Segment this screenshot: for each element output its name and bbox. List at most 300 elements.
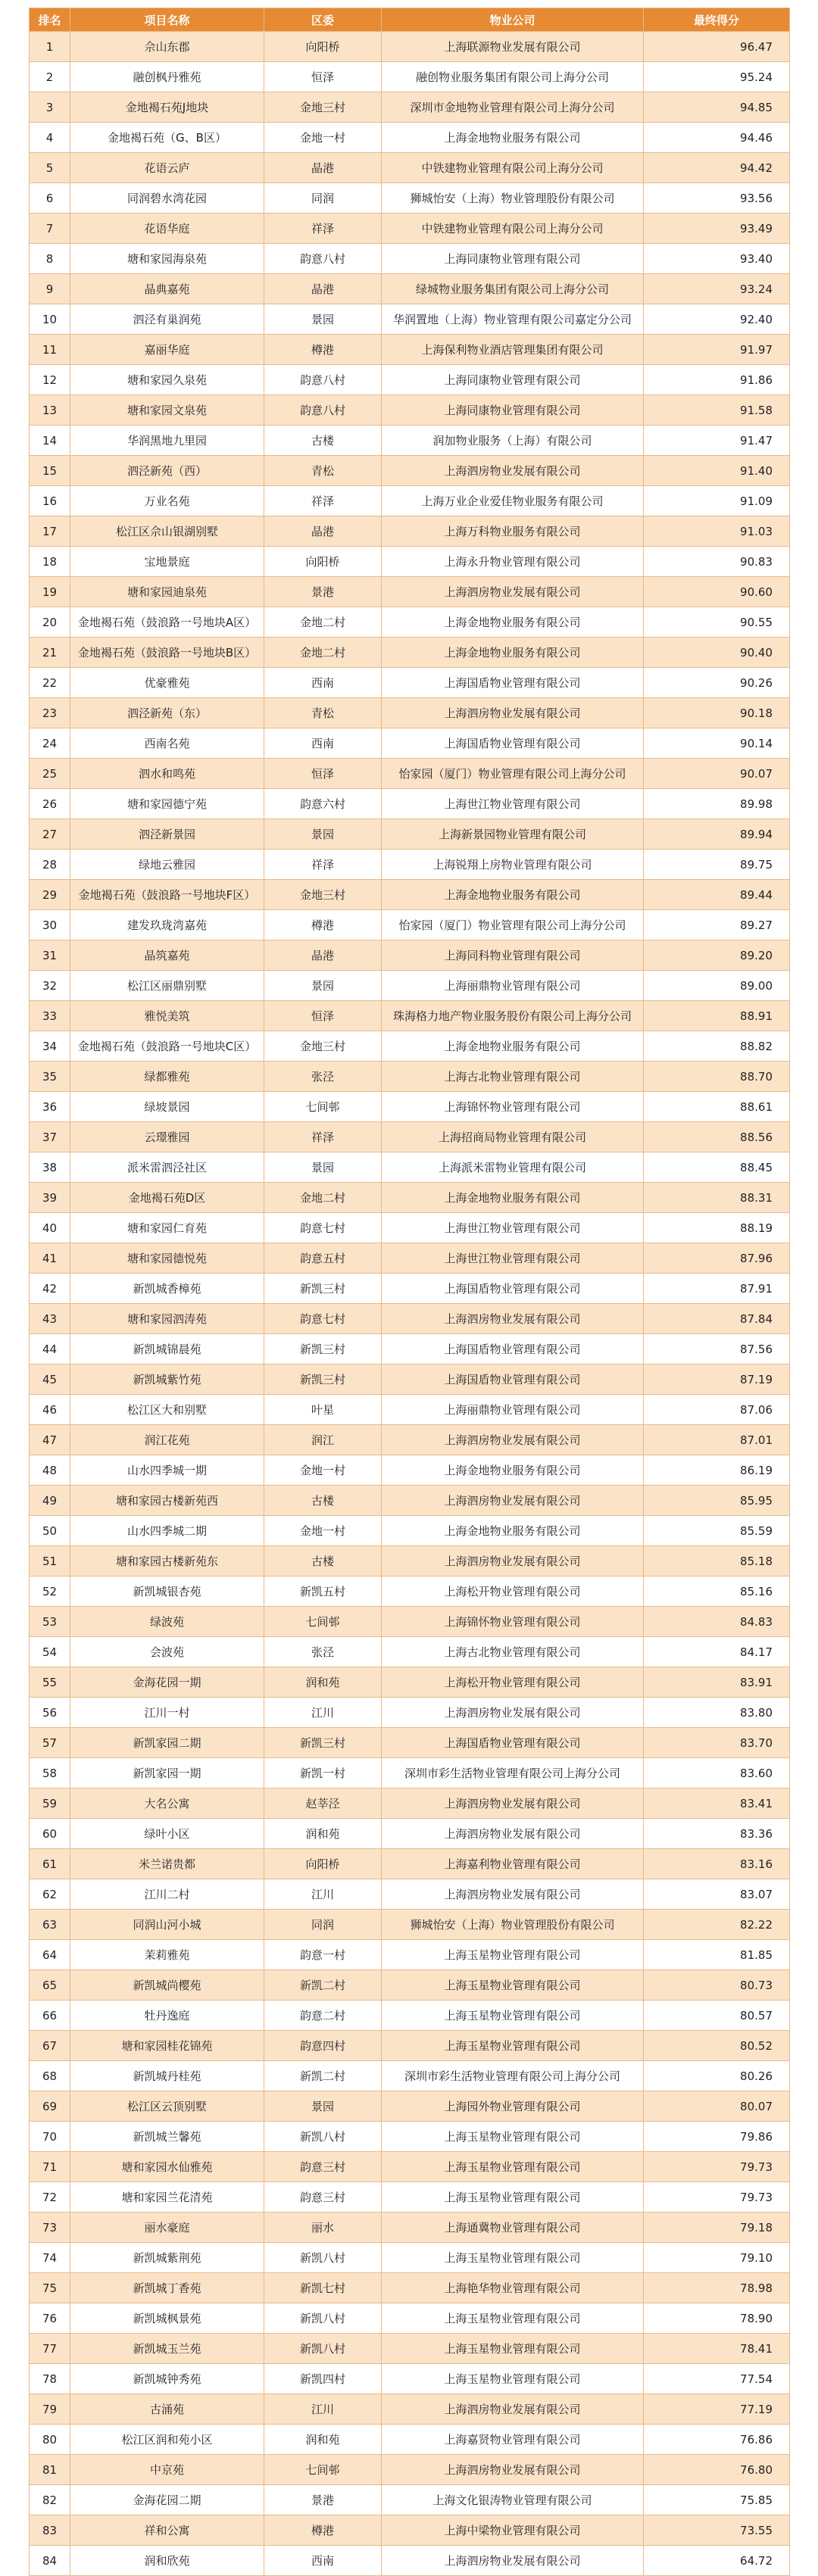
- district-cell: 新凯三村: [264, 1334, 382, 1364]
- score-cell: 90.26: [644, 668, 790, 698]
- project-name-cell: 牡丹逸庭: [70, 2001, 264, 2031]
- property-company-cell: 上海松开物业管理有限公司: [382, 1576, 644, 1607]
- score-cell: 79.73: [644, 2182, 790, 2213]
- district-cell: 韵意七村: [264, 1304, 382, 1334]
- score-cell: 85.16: [644, 1576, 790, 1607]
- score-cell: 88.61: [644, 1092, 790, 1122]
- score-cell: 83.80: [644, 1698, 790, 1728]
- district-cell: 七间邨: [264, 1607, 382, 1637]
- table-row: [30, 1304, 790, 1334]
- score-cell: 89.27: [644, 910, 790, 940]
- project-name-cell: 金地褐石苑（鼓浪路一号地块C区）: [70, 1031, 264, 1062]
- score-cell: 88.45: [644, 1152, 790, 1183]
- rank-cell: 77: [30, 2334, 70, 2364]
- district-cell: 新凯五村: [264, 1576, 382, 1607]
- score-cell: 91.97: [644, 335, 790, 365]
- project-name-cell: 同润碧水湾花园: [70, 183, 264, 214]
- score-cell: 96.47: [644, 32, 790, 62]
- property-company-cell: 上海世江物业管理有限公司: [382, 789, 644, 819]
- rank-cell: 36: [30, 1092, 70, 1122]
- score-cell: 81.85: [644, 1940, 790, 1970]
- property-company-cell: 上海松开物业管理有限公司: [382, 1667, 644, 1698]
- district-cell: 樽港: [264, 2515, 382, 2546]
- table-row: [30, 516, 790, 547]
- table-row: [30, 1879, 790, 1910]
- score-cell: 85.59: [644, 1516, 790, 1546]
- table-row: [30, 1819, 790, 1849]
- district-cell: 西南: [264, 2546, 382, 2576]
- ranking-table-wrapper: [29, 8, 789, 2576]
- rank-cell: 68: [30, 2061, 70, 2091]
- district-cell: 七间邨: [264, 1092, 382, 1122]
- project-name-cell: 塘和家园德宁苑: [70, 789, 264, 819]
- project-name-cell: 古涌苑: [70, 2394, 264, 2425]
- property-company-cell: 上海泗房物业发展有限公司: [382, 1819, 644, 1849]
- district-cell: 江川: [264, 1698, 382, 1728]
- district-cell: 金地一村: [264, 1455, 382, 1486]
- property-company-cell: 上海泗房物业发展有限公司: [382, 1698, 644, 1728]
- score-cell: 90.18: [644, 698, 790, 728]
- district-cell: 江川: [264, 2394, 382, 2425]
- table-row: [30, 244, 790, 274]
- table-row: [30, 2546, 790, 2576]
- property-company-cell: 上海泗房物业发展有限公司: [382, 1425, 644, 1455]
- district-cell: 樽港: [264, 910, 382, 940]
- district-cell: 景园: [264, 1152, 382, 1183]
- rank-cell: 37: [30, 1122, 70, 1152]
- project-name-cell: 融创枫丹雅苑: [70, 62, 264, 92]
- project-name-cell: 泗泾新苑（西）: [70, 456, 264, 486]
- project-name-cell: 塘和家园兰花清苑: [70, 2182, 264, 2213]
- score-cell: 91.40: [644, 456, 790, 486]
- project-name-cell: 塘和家园桂花锦苑: [70, 2031, 264, 2061]
- district-cell: 韵意六村: [264, 789, 382, 819]
- rank-cell: 22: [30, 668, 70, 698]
- property-company-cell: 上海丽鼎物业管理有限公司: [382, 1395, 644, 1425]
- district-cell: 西南: [264, 668, 382, 698]
- score-cell: 88.19: [644, 1213, 790, 1243]
- district-cell: 晶港: [264, 516, 382, 547]
- project-name-cell: 江川一村: [70, 1698, 264, 1728]
- rank-cell: 7: [30, 214, 70, 244]
- district-cell: 景港: [264, 577, 382, 607]
- project-name-cell: 雅悦美筑: [70, 1001, 264, 1031]
- property-company-cell: 上海金地物业服务有限公司: [382, 1455, 644, 1486]
- project-name-cell: 新凯城玉兰苑: [70, 2334, 264, 2364]
- district-cell: 韵意五村: [264, 1243, 382, 1274]
- property-company-cell: 上海金地物业服务有限公司: [382, 607, 644, 638]
- district-cell: 祥泽: [264, 214, 382, 244]
- project-name-cell: 绿波苑: [70, 1607, 264, 1637]
- score-cell: 83.91: [644, 1667, 790, 1698]
- score-cell: 91.58: [644, 395, 790, 426]
- rank-cell: 70: [30, 2122, 70, 2152]
- score-cell: 89.20: [644, 940, 790, 971]
- district-cell: 新凯三村: [264, 1274, 382, 1304]
- project-name-cell: 金海花园一期: [70, 1667, 264, 1698]
- table-row: [30, 456, 790, 486]
- rank-cell: 49: [30, 1486, 70, 1516]
- district-cell: 江川: [264, 1879, 382, 1910]
- rank-cell: 66: [30, 2001, 70, 2031]
- district-cell: 新凯八村: [264, 2122, 382, 2152]
- project-name-cell: 松江区佘山银湖别墅: [70, 516, 264, 547]
- score-cell: 88.91: [644, 1001, 790, 1031]
- district-cell: 祥泽: [264, 850, 382, 880]
- table-row: [30, 1243, 790, 1274]
- ranking-table: [29, 8, 790, 2576]
- project-name-cell: 塘和家园海泉苑: [70, 244, 264, 274]
- project-name-cell: 松江区润和苑小区: [70, 2425, 264, 2455]
- rank-cell: 76: [30, 2303, 70, 2334]
- property-company-cell: 上海同康物业管理有限公司: [382, 244, 644, 274]
- rank-cell: 3: [30, 92, 70, 123]
- header-project-name: 项目名称: [70, 8, 264, 32]
- rank-cell: 58: [30, 1758, 70, 1789]
- project-name-cell: 山水四季城二期: [70, 1516, 264, 1546]
- property-company-cell: 上海国盾物业管理有限公司: [382, 728, 644, 759]
- table-row: [30, 123, 790, 153]
- district-cell: 新凯二村: [264, 2061, 382, 2091]
- project-name-cell: 绿坡景园: [70, 1092, 264, 1122]
- project-name-cell: 宝地景庭: [70, 547, 264, 577]
- table-body: [30, 32, 790, 2576]
- project-name-cell: 松江区云顶别墅: [70, 2091, 264, 2122]
- project-name-cell: 塘和家园水仙雅苑: [70, 2152, 264, 2182]
- rank-cell: 62: [30, 1879, 70, 1910]
- score-cell: 87.84: [644, 1304, 790, 1334]
- table-row: [30, 1213, 790, 1243]
- table-row: [30, 1607, 790, 1637]
- table-row: [30, 2152, 790, 2182]
- score-cell: 89.75: [644, 850, 790, 880]
- property-company-cell: 上海金地物业服务有限公司: [382, 1031, 644, 1062]
- district-cell: 金地二村: [264, 607, 382, 638]
- score-cell: 89.00: [644, 971, 790, 1001]
- rank-cell: 13: [30, 395, 70, 426]
- district-cell: 祥泽: [264, 486, 382, 516]
- project-name-cell: 新凯城丁香苑: [70, 2273, 264, 2303]
- rank-cell: 67: [30, 2031, 70, 2061]
- project-name-cell: 塘和家园迪泉苑: [70, 577, 264, 607]
- district-cell: 叶星: [264, 1395, 382, 1425]
- district-cell: 新凯八村: [264, 2243, 382, 2273]
- rank-cell: 57: [30, 1728, 70, 1758]
- project-name-cell: 新凯城钟秀苑: [70, 2364, 264, 2394]
- table-row: [30, 2515, 790, 2546]
- district-cell: 古楼: [264, 1546, 382, 1576]
- rank-cell: 29: [30, 880, 70, 910]
- property-company-cell: 深圳市金地物业管理有限公司上海分公司: [382, 92, 644, 123]
- score-cell: 89.44: [644, 880, 790, 910]
- property-company-cell: 上海泗房物业发展有限公司: [382, 2546, 644, 2576]
- property-company-cell: 润加物业服务（上海）有限公司: [382, 426, 644, 456]
- rank-cell: 52: [30, 1576, 70, 1607]
- property-company-cell: 上海古北物业管理有限公司: [382, 1062, 644, 1092]
- district-cell: 新凯八村: [264, 2334, 382, 2364]
- project-name-cell: 新凯城枫景苑: [70, 2303, 264, 2334]
- property-company-cell: 上海嘉贤物业管理有限公司: [382, 2425, 644, 2455]
- project-name-cell: 茉莉雅苑: [70, 1940, 264, 1970]
- rank-cell: 74: [30, 2243, 70, 2273]
- header-row: [30, 8, 790, 32]
- rank-cell: 31: [30, 940, 70, 971]
- property-company-cell: 上海泗房物业发展有限公司: [382, 456, 644, 486]
- score-cell: 79.73: [644, 2152, 790, 2182]
- score-cell: 83.70: [644, 1728, 790, 1758]
- project-name-cell: 金地褐石苑（鼓浪路一号地块F区）: [70, 880, 264, 910]
- table-row: [30, 2213, 790, 2243]
- rank-cell: 27: [30, 819, 70, 850]
- score-cell: 91.03: [644, 516, 790, 547]
- score-cell: 88.56: [644, 1122, 790, 1152]
- table-row: [30, 1395, 790, 1425]
- table-row: [30, 698, 790, 728]
- score-cell: 88.31: [644, 1183, 790, 1213]
- table-row: [30, 2303, 790, 2334]
- district-cell: 金地三村: [264, 880, 382, 910]
- rank-cell: 5: [30, 153, 70, 183]
- project-name-cell: 塘和家园久泉苑: [70, 365, 264, 395]
- project-name-cell: 润江花苑: [70, 1425, 264, 1455]
- score-cell: 77.54: [644, 2364, 790, 2394]
- property-company-cell: 上海泗房物业发展有限公司: [382, 577, 644, 607]
- score-cell: 93.40: [644, 244, 790, 274]
- score-cell: 64.72: [644, 2546, 790, 2576]
- rank-cell: 75: [30, 2273, 70, 2303]
- property-company-cell: 上海泗房物业发展有限公司: [382, 1789, 644, 1819]
- property-company-cell: 上海金地物业服务有限公司: [382, 1516, 644, 1546]
- rank-cell: 55: [30, 1667, 70, 1698]
- table-row: [30, 62, 790, 92]
- project-name-cell: 华润黑地九里园: [70, 426, 264, 456]
- rank-cell: 63: [30, 1910, 70, 1940]
- score-cell: 76.86: [644, 2425, 790, 2455]
- score-cell: 90.40: [644, 638, 790, 668]
- table-row: [30, 395, 790, 426]
- project-name-cell: 绿都雅苑: [70, 1062, 264, 1092]
- table-row: [30, 2334, 790, 2364]
- district-cell: 金地一村: [264, 123, 382, 153]
- property-company-cell: 上海万业企业爱佳物业服务有限公司: [382, 486, 644, 516]
- rank-cell: 44: [30, 1334, 70, 1364]
- table-row: [30, 940, 790, 971]
- district-cell: 金地二村: [264, 1183, 382, 1213]
- district-cell: 丽水: [264, 2213, 382, 2243]
- score-cell: 80.52: [644, 2031, 790, 2061]
- property-company-cell: 上海国盾物业管理有限公司: [382, 668, 644, 698]
- table-row: [30, 2031, 790, 2061]
- rank-cell: 72: [30, 2182, 70, 2213]
- table-header: [30, 8, 790, 32]
- district-cell: 韵意八村: [264, 395, 382, 426]
- project-name-cell: 塘和家园文泉苑: [70, 395, 264, 426]
- score-cell: 82.22: [644, 1910, 790, 1940]
- rank-cell: 56: [30, 1698, 70, 1728]
- table-row: [30, 1152, 790, 1183]
- table-row: [30, 1698, 790, 1728]
- district-cell: 金地三村: [264, 1031, 382, 1062]
- district-cell: 张泾: [264, 1062, 382, 1092]
- district-cell: 新凯八村: [264, 2303, 382, 2334]
- score-cell: 87.96: [644, 1243, 790, 1274]
- score-cell: 88.82: [644, 1031, 790, 1062]
- project-name-cell: 新凯城锦晨苑: [70, 1334, 264, 1364]
- table-row: [30, 668, 790, 698]
- rank-cell: 35: [30, 1062, 70, 1092]
- project-name-cell: 新凯家园二期: [70, 1728, 264, 1758]
- score-cell: 78.98: [644, 2273, 790, 2303]
- table-row: [30, 1849, 790, 1879]
- property-company-cell: 上海玉星物业管理有限公司: [382, 2243, 644, 2273]
- project-name-cell: 会波苑: [70, 1637, 264, 1667]
- score-cell: 94.46: [644, 123, 790, 153]
- rank-cell: 71: [30, 2152, 70, 2182]
- rank-cell: 69: [30, 2091, 70, 2122]
- score-cell: 77.19: [644, 2394, 790, 2425]
- rank-cell: 80: [30, 2425, 70, 2455]
- district-cell: 润和苑: [264, 1819, 382, 1849]
- project-name-cell: 新凯城尚樱苑: [70, 1970, 264, 2001]
- property-company-cell: 绿城物业服务集团有限公司上海分公司: [382, 274, 644, 304]
- rank-cell: 33: [30, 1001, 70, 1031]
- property-company-cell: 上海派米雷物业管理有限公司: [382, 1152, 644, 1183]
- property-company-cell: 怡家园（厦门）物业管理有限公司上海分公司: [382, 759, 644, 789]
- project-name-cell: 晶典嘉苑: [70, 274, 264, 304]
- district-cell: 韵意七村: [264, 1213, 382, 1243]
- table-row: [30, 335, 790, 365]
- district-cell: 韵意四村: [264, 2031, 382, 2061]
- score-cell: 87.91: [644, 1274, 790, 1304]
- rank-cell: 11: [30, 335, 70, 365]
- rank-cell: 84: [30, 2546, 70, 2576]
- rank-cell: 15: [30, 456, 70, 486]
- table-row: [30, 2122, 790, 2152]
- district-cell: 古楼: [264, 426, 382, 456]
- table-row: [30, 1910, 790, 1940]
- property-company-cell: 上海金地物业服务有限公司: [382, 123, 644, 153]
- property-company-cell: 上海保利物业酒店管理集团有限公司: [382, 335, 644, 365]
- property-company-cell: 上海泗房物业发展有限公司: [382, 2455, 644, 2485]
- score-cell: 80.07: [644, 2091, 790, 2122]
- table-row: [30, 2061, 790, 2091]
- table-row: [30, 1758, 790, 1789]
- score-cell: 83.41: [644, 1789, 790, 1819]
- table-row: [30, 92, 790, 123]
- table-row: [30, 486, 790, 516]
- score-cell: 93.56: [644, 183, 790, 214]
- rank-cell: 32: [30, 971, 70, 1001]
- property-company-cell: 上海世江物业管理有限公司: [382, 1243, 644, 1274]
- rank-cell: 41: [30, 1243, 70, 1274]
- table-row: [30, 910, 790, 940]
- district-cell: 韵意八村: [264, 244, 382, 274]
- property-company-cell: 上海通冀物业管理有限公司: [382, 2213, 644, 2243]
- score-cell: 87.06: [644, 1395, 790, 1425]
- district-cell: 景港: [264, 2485, 382, 2515]
- score-cell: 86.19: [644, 1455, 790, 1486]
- district-cell: 晶港: [264, 153, 382, 183]
- district-cell: 新凯四村: [264, 2364, 382, 2394]
- district-cell: 金地三村: [264, 92, 382, 123]
- project-name-cell: 丽水豪庭: [70, 2213, 264, 2243]
- table-row: [30, 1334, 790, 1364]
- district-cell: 向阳桥: [264, 32, 382, 62]
- table-row: [30, 1425, 790, 1455]
- score-cell: 85.95: [644, 1486, 790, 1516]
- rank-cell: 17: [30, 516, 70, 547]
- rank-cell: 64: [30, 1940, 70, 1970]
- score-cell: 94.42: [644, 153, 790, 183]
- property-company-cell: 上海锐翔上房物业管理有限公司: [382, 850, 644, 880]
- property-company-cell: 上海艳华物业管理有限公司: [382, 2273, 644, 2303]
- rank-cell: 16: [30, 486, 70, 516]
- rank-cell: 12: [30, 365, 70, 395]
- score-cell: 94.85: [644, 92, 790, 123]
- project-name-cell: 泗泾新苑（东）: [70, 698, 264, 728]
- property-company-cell: 上海泗房物业发展有限公司: [382, 1879, 644, 1910]
- district-cell: 润和苑: [264, 2425, 382, 2455]
- rank-cell: 54: [30, 1637, 70, 1667]
- property-company-cell: 珠海格力地产物业服务股份有限公司上海分公司: [382, 1001, 644, 1031]
- rank-cell: 2: [30, 62, 70, 92]
- score-cell: 79.10: [644, 2243, 790, 2273]
- property-company-cell: 上海玉星物业管理有限公司: [382, 2182, 644, 2213]
- rank-cell: 42: [30, 1274, 70, 1304]
- property-company-cell: 上海玉星物业管理有限公司: [382, 2364, 644, 2394]
- property-company-cell: 上海玉星物业管理有限公司: [382, 2334, 644, 2364]
- project-name-cell: 江川二村: [70, 1879, 264, 1910]
- table-row: [30, 819, 790, 850]
- score-cell: 90.60: [644, 577, 790, 607]
- table-row: [30, 32, 790, 62]
- rank-cell: 1: [30, 32, 70, 62]
- property-company-cell: 上海新景园物业管理有限公司: [382, 819, 644, 850]
- property-company-cell: 上海国盾物业管理有限公司: [382, 1334, 644, 1364]
- project-name-cell: 新凯城紫荆苑: [70, 2243, 264, 2273]
- project-name-cell: 花语华庭: [70, 214, 264, 244]
- table-row: [30, 426, 790, 456]
- rank-cell: 34: [30, 1031, 70, 1062]
- district-cell: 晶港: [264, 274, 382, 304]
- district-cell: 金地二村: [264, 638, 382, 668]
- project-name-cell: 嘉丽华庭: [70, 335, 264, 365]
- rank-cell: 82: [30, 2485, 70, 2515]
- property-company-cell: 上海玉星物业管理有限公司: [382, 2303, 644, 2334]
- project-name-cell: 云璟雅园: [70, 1122, 264, 1152]
- score-cell: 90.83: [644, 547, 790, 577]
- score-cell: 79.18: [644, 2213, 790, 2243]
- header-property-company: 物业公司: [382, 8, 644, 32]
- project-name-cell: 祥和公寓: [70, 2515, 264, 2546]
- score-cell: 83.07: [644, 1879, 790, 1910]
- project-name-cell: 山水四季城一期: [70, 1455, 264, 1486]
- property-company-cell: 上海金地物业服务有限公司: [382, 638, 644, 668]
- district-cell: 新凯二村: [264, 1970, 382, 2001]
- score-cell: 91.47: [644, 426, 790, 456]
- table-row: [30, 304, 790, 335]
- table-row: [30, 1183, 790, 1213]
- project-name-cell: 中京苑: [70, 2455, 264, 2485]
- table-row: [30, 2243, 790, 2273]
- property-company-cell: 狮城怡安（上海）物业管理股份有限公司: [382, 1910, 644, 1940]
- project-name-cell: 金地褐石苑D区: [70, 1183, 264, 1213]
- rank-cell: 21: [30, 638, 70, 668]
- rank-cell: 47: [30, 1425, 70, 1455]
- table-row: [30, 547, 790, 577]
- rank-cell: 18: [30, 547, 70, 577]
- property-company-cell: 上海国盾物业管理有限公司: [382, 1728, 644, 1758]
